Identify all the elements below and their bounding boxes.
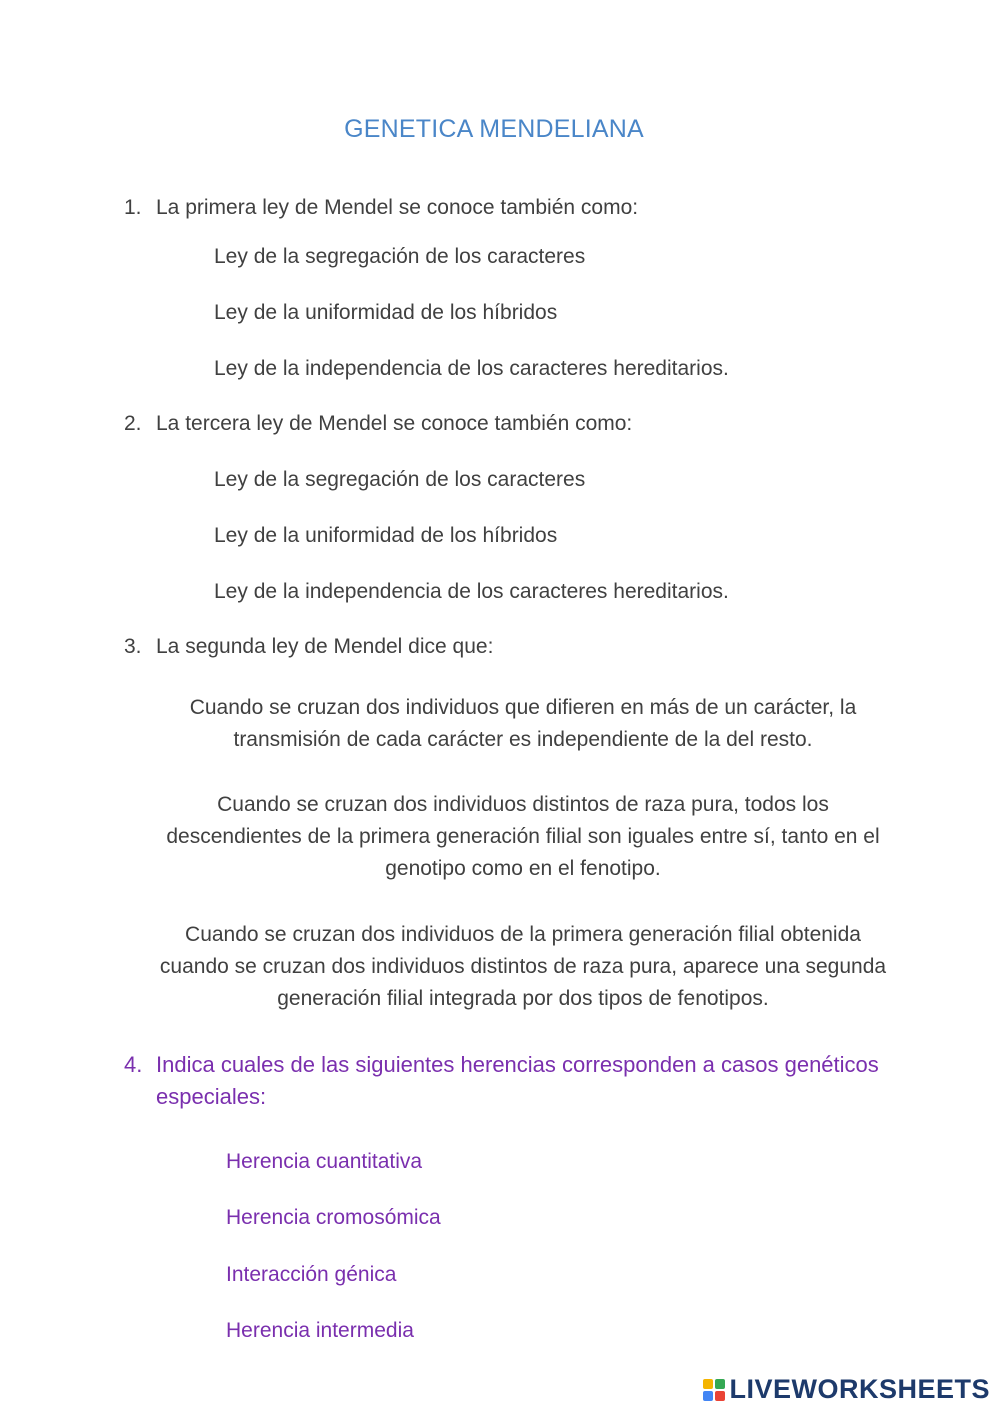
liveworksheets-logo [703, 1374, 990, 1405]
logo-mark-icon [703, 1379, 725, 1401]
q1-option-3[interactable]: Ley de la independencia de los caracteres hereditarios. [214, 357, 729, 380]
q2-option-1[interactable]: Ley de la segregación de los caracteres [214, 468, 586, 491]
q1-option-2[interactable]: Ley de la uniformidad de los híbridos [214, 301, 558, 324]
logo-text: LIVEWORKSHEETS [729, 1374, 990, 1404]
question-3 [124, 631, 493, 663]
question-1 [124, 192, 638, 224]
question-number: 4. [124, 1052, 143, 1077]
question-text: La primera ley de Mendel se conoce también como: [156, 196, 639, 219]
question-number: 1. [124, 196, 142, 219]
q4-option-2[interactable]: Herencia cromosómica [226, 1206, 441, 1229]
question-4 [124, 1049, 904, 1113]
q4-option-1[interactable]: Herencia cuantitativa [226, 1150, 423, 1173]
page-title: GENETICA MENDELIANA [344, 115, 644, 143]
q3-option-2[interactable]: Cuando se cruzan dos individuos distintos de raza pura, todos los descendientes de la primera generación filial son iguales entre sí, tanto en el genotipo como en el fenotipo. [166, 793, 880, 880]
q3-option-1[interactable]: Cuando se cruzan dos individuos que difieren en más de un carácter, la transmisión de cada carácter es independiente de la del resto. [189, 696, 857, 751]
question-number: 2. [124, 412, 142, 435]
q3-option-3[interactable]: Cuando se cruzan dos individuos de la primera generación filial obtenida cuando se cruzan dos individuos distintos de raza pura, aparece una segunda generación filial integrada por dos tipos de fenotipos. [159, 923, 887, 1010]
question-text: Indica cuales de las siguientes herencias corresponden a casos genéticos especiales: [156, 1052, 879, 1109]
question-text: La segunda ley de Mendel dice que: [156, 635, 494, 658]
q2-option-3[interactable]: Ley de la independencia de los caracteres hereditarios. [214, 580, 729, 603]
q1-option-1[interactable]: Ley de la segregación de los caracteres [214, 245, 586, 268]
q2-option-2[interactable]: Ley de la uniformidad de los híbridos [214, 524, 558, 547]
question-number: 3. [124, 635, 142, 658]
question-2 [124, 408, 632, 440]
question-text: La tercera ley de Mendel se conoce también como: [156, 412, 633, 435]
q4-option-3[interactable]: Interacción génica [226, 1263, 397, 1286]
q4-option-4[interactable]: Herencia intermedia [226, 1319, 414, 1342]
